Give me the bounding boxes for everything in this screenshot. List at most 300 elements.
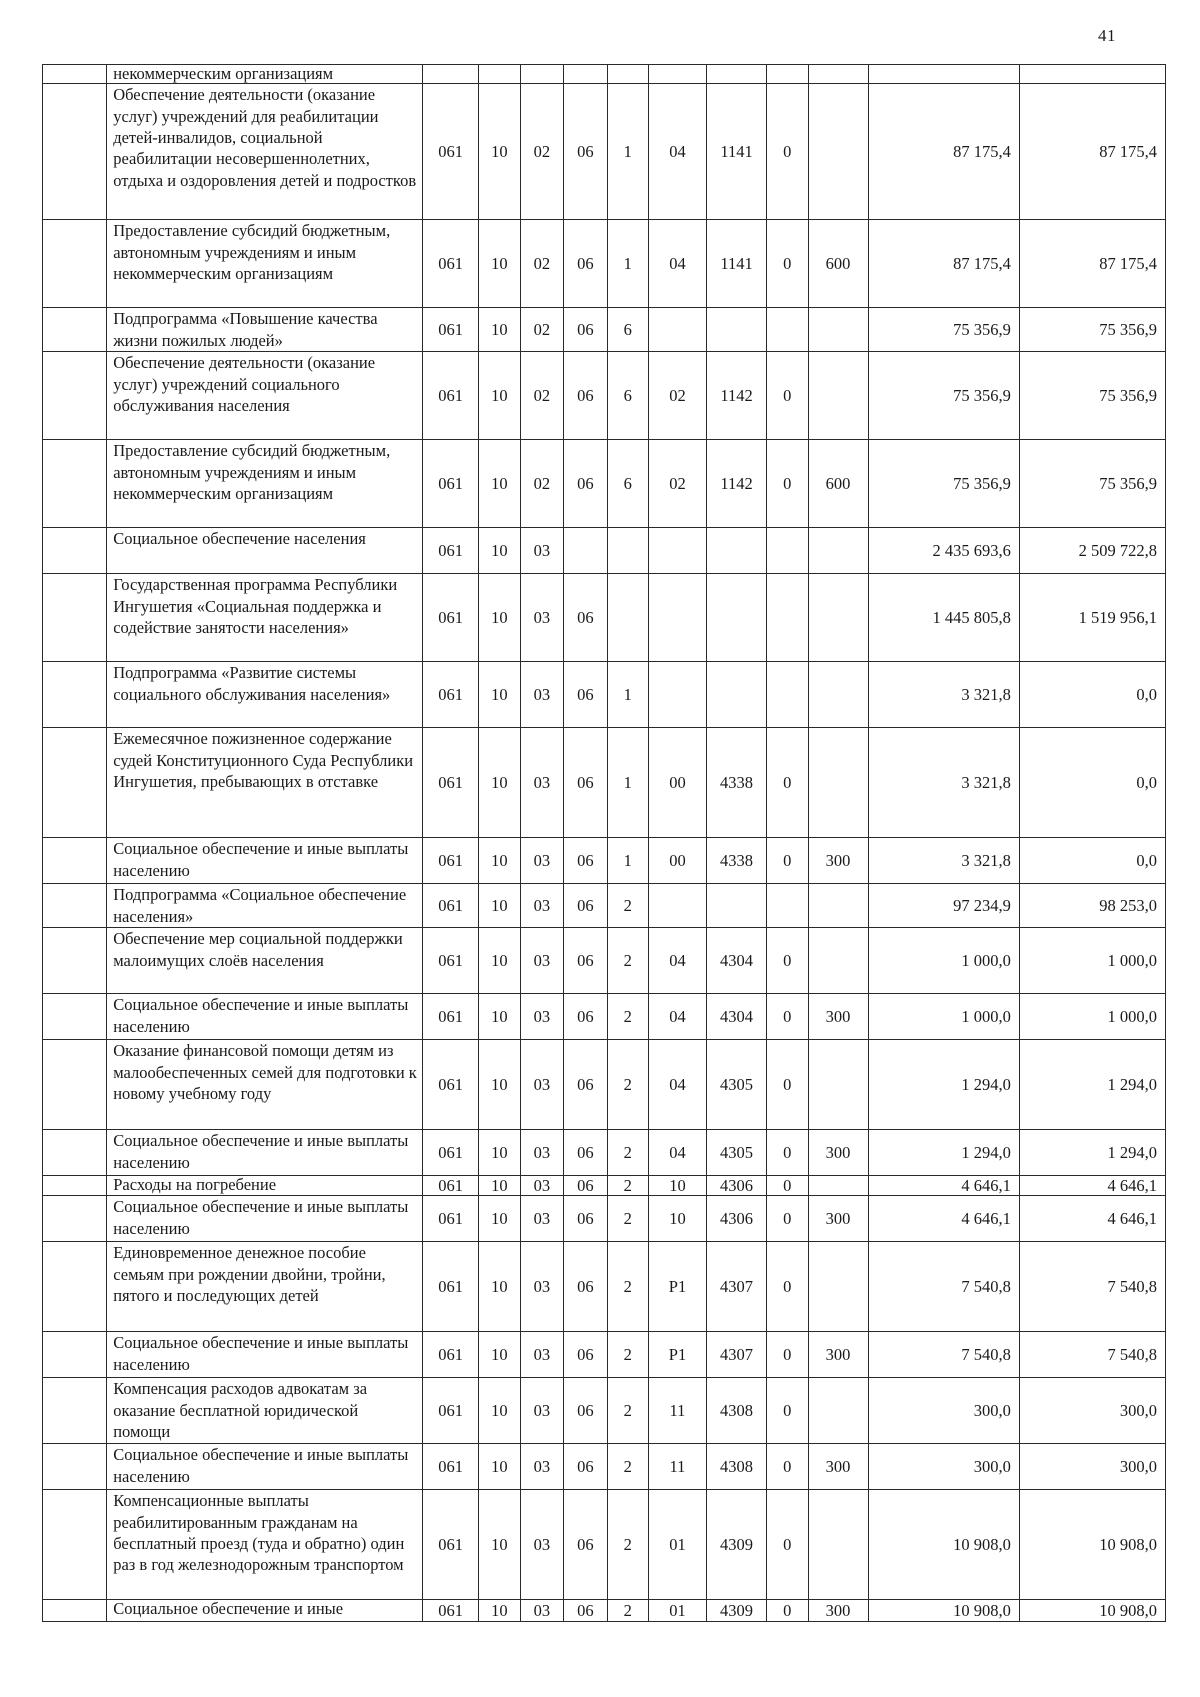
table-row bbox=[43, 352, 1166, 440]
code-cell-c2: 10 bbox=[479, 308, 520, 352]
code-cell-c1: 061 bbox=[423, 352, 479, 440]
code-cell-c4: 06 bbox=[564, 838, 608, 884]
code-cell-c9 bbox=[808, 884, 868, 928]
code-cell-c6: 02 bbox=[649, 440, 707, 528]
table-row bbox=[43, 884, 1166, 928]
item-name: Социальное обеспечение и иные выплаты населению bbox=[107, 1332, 423, 1378]
blank-cell bbox=[43, 220, 107, 308]
blank-cell bbox=[43, 440, 107, 528]
code-cell-c2: 10 bbox=[479, 884, 520, 928]
code-cell-c4: 06 bbox=[564, 1242, 608, 1332]
code-cell-c8: 0 bbox=[767, 928, 808, 994]
amount-year-2: 1 000,0 bbox=[1019, 928, 1165, 994]
amount-year-1: 75 356,9 bbox=[868, 308, 1019, 352]
code-cell-c7: 4305 bbox=[707, 1130, 767, 1176]
code-cell-c9: 300 bbox=[808, 1444, 868, 1490]
blank-cell bbox=[43, 928, 107, 994]
code-cell-c3: 03 bbox=[520, 1332, 564, 1378]
code-cell-c6 bbox=[649, 884, 707, 928]
blank-cell bbox=[43, 1196, 107, 1242]
code-cell-c3 bbox=[520, 65, 564, 84]
code-cell-c5: 6 bbox=[607, 440, 648, 528]
code-cell-c4: 06 bbox=[564, 574, 608, 662]
item-name: Компенсация расходов адвокатам за оказание бесплатной юридической помощи bbox=[107, 1378, 423, 1444]
code-cell-c7 bbox=[707, 65, 767, 84]
code-cell-c6: 04 bbox=[649, 220, 707, 308]
code-cell-c8 bbox=[767, 528, 808, 574]
table-row bbox=[43, 838, 1166, 884]
item-name: Предоставление субсидий бюджетным, автономным учреждениям и иным некоммерческим организациям bbox=[107, 440, 423, 528]
code-cell-c5: 2 bbox=[607, 1600, 648, 1622]
table-row bbox=[43, 308, 1166, 352]
code-cell-c2: 10 bbox=[479, 1600, 520, 1622]
code-cell-c3: 03 bbox=[520, 884, 564, 928]
code-cell-c6: Р1 bbox=[649, 1332, 707, 1378]
code-cell-c7 bbox=[707, 308, 767, 352]
blank-cell bbox=[43, 662, 107, 728]
table-body bbox=[43, 65, 1166, 1622]
code-cell-c6 bbox=[649, 662, 707, 728]
code-cell-c4 bbox=[564, 65, 608, 84]
amount-year-2: 7 540,8 bbox=[1019, 1332, 1165, 1378]
code-cell-c8: 0 bbox=[767, 1242, 808, 1332]
code-cell-c8: 0 bbox=[767, 1600, 808, 1622]
code-cell-c7: 4338 bbox=[707, 838, 767, 884]
code-cell-c3: 02 bbox=[520, 220, 564, 308]
blank-cell bbox=[43, 1040, 107, 1130]
code-cell-c2: 10 bbox=[479, 662, 520, 728]
code-cell-c8: 0 bbox=[767, 440, 808, 528]
code-cell-c7: 4306 bbox=[707, 1196, 767, 1242]
code-cell-c4: 06 bbox=[564, 1378, 608, 1444]
code-cell-c9: 300 bbox=[808, 1600, 868, 1622]
code-cell-c2: 10 bbox=[479, 1490, 520, 1600]
code-cell-c6 bbox=[649, 528, 707, 574]
code-cell-c7: 4305 bbox=[707, 1040, 767, 1130]
code-cell-c2: 10 bbox=[479, 352, 520, 440]
code-cell-c3: 03 bbox=[520, 528, 564, 574]
item-name: Предоставление субсидий бюджетным, автономным учреждениям и иным некоммерческим организациям bbox=[107, 220, 423, 308]
amount-year-2: 87 175,4 bbox=[1019, 220, 1165, 308]
table-row bbox=[43, 1332, 1166, 1378]
code-cell-c6: 01 bbox=[649, 1490, 707, 1600]
table-row bbox=[43, 220, 1166, 308]
code-cell-c3: 03 bbox=[520, 1196, 564, 1242]
code-cell-c6 bbox=[649, 308, 707, 352]
amount-year-2: 0,0 bbox=[1019, 662, 1165, 728]
code-cell-c2: 10 bbox=[479, 84, 520, 220]
code-cell-c6 bbox=[649, 65, 707, 84]
code-cell-c8 bbox=[767, 308, 808, 352]
item-name: Социальное обеспечение населения bbox=[107, 528, 423, 574]
amount-year-1: 7 540,8 bbox=[868, 1332, 1019, 1378]
code-cell-c9 bbox=[808, 928, 868, 994]
code-cell-c5: 2 bbox=[607, 1196, 648, 1242]
code-cell-c3: 02 bbox=[520, 308, 564, 352]
code-cell-c6: 04 bbox=[649, 84, 707, 220]
amount-year-1: 87 175,4 bbox=[868, 84, 1019, 220]
code-cell-c3: 03 bbox=[520, 574, 564, 662]
code-cell-c7: 1141 bbox=[707, 84, 767, 220]
amount-year-2: 4 646,1 bbox=[1019, 1196, 1165, 1242]
code-cell-c4: 06 bbox=[564, 1040, 608, 1130]
code-cell-c1: 061 bbox=[423, 1444, 479, 1490]
code-cell-c8 bbox=[767, 884, 808, 928]
blank-cell bbox=[43, 352, 107, 440]
code-cell-c7: 1141 bbox=[707, 220, 767, 308]
item-name: Оказание финансовой помощи детям из малообеспеченных семей для подготовки к новому учебному году bbox=[107, 1040, 423, 1130]
table-row bbox=[43, 1130, 1166, 1176]
code-cell-c2: 10 bbox=[479, 1130, 520, 1176]
item-name: некоммерческим организациям bbox=[107, 65, 423, 84]
amount-year-2: 7 540,8 bbox=[1019, 1242, 1165, 1332]
amount-year-1: 10 908,0 bbox=[868, 1490, 1019, 1600]
code-cell-c8 bbox=[767, 65, 808, 84]
code-cell-c3: 03 bbox=[520, 928, 564, 994]
code-cell-c3: 03 bbox=[520, 994, 564, 1040]
code-cell-c9: 300 bbox=[808, 838, 868, 884]
code-cell-c6: 00 bbox=[649, 728, 707, 838]
amount-year-2: 1 294,0 bbox=[1019, 1130, 1165, 1176]
amount-year-2: 1 519 956,1 bbox=[1019, 574, 1165, 662]
code-cell-c3: 03 bbox=[520, 1600, 564, 1622]
code-cell-c5 bbox=[607, 574, 648, 662]
code-cell-c2: 10 bbox=[479, 994, 520, 1040]
code-cell-c6: 10 bbox=[649, 1196, 707, 1242]
code-cell-c4: 06 bbox=[564, 1130, 608, 1176]
code-cell-c4: 06 bbox=[564, 994, 608, 1040]
amount-year-2: 4 646,1 bbox=[1019, 1176, 1165, 1196]
code-cell-c2: 10 bbox=[479, 838, 520, 884]
code-cell-c9 bbox=[808, 574, 868, 662]
amount-year-2: 1 000,0 bbox=[1019, 994, 1165, 1040]
item-name: Обеспечение мер социальной поддержки малоимущих слоёв населения bbox=[107, 928, 423, 994]
code-cell-c4: 06 bbox=[564, 220, 608, 308]
page-number: 41 bbox=[1098, 26, 1116, 45]
blank-cell bbox=[43, 1176, 107, 1196]
code-cell-c7: 4306 bbox=[707, 1176, 767, 1196]
code-cell-c5: 1 bbox=[607, 728, 648, 838]
amount-year-1: 3 321,8 bbox=[868, 662, 1019, 728]
amount-year-1: 4 646,1 bbox=[868, 1176, 1019, 1196]
amount-year-1 bbox=[868, 65, 1019, 84]
code-cell-c6: 02 bbox=[649, 352, 707, 440]
code-cell-c5: 2 bbox=[607, 1444, 648, 1490]
table-row bbox=[43, 528, 1166, 574]
code-cell-c9 bbox=[808, 1176, 868, 1196]
item-name: Социальное обеспечение и иные выплаты населению bbox=[107, 838, 423, 884]
code-cell-c4: 06 bbox=[564, 84, 608, 220]
code-cell-c1: 061 bbox=[423, 440, 479, 528]
code-cell-c1: 061 bbox=[423, 308, 479, 352]
code-cell-c6: 11 bbox=[649, 1378, 707, 1444]
code-cell-c7 bbox=[707, 884, 767, 928]
amount-year-2: 87 175,4 bbox=[1019, 84, 1165, 220]
code-cell-c5: 2 bbox=[607, 1378, 648, 1444]
blank-cell bbox=[43, 84, 107, 220]
table-row bbox=[43, 994, 1166, 1040]
amount-year-1: 75 356,9 bbox=[868, 440, 1019, 528]
amount-year-2 bbox=[1019, 65, 1165, 84]
amount-year-2: 300,0 bbox=[1019, 1378, 1165, 1444]
code-cell-c2: 10 bbox=[479, 1196, 520, 1242]
item-name: Ежемесячное пожизненное содержание судей Конституционного Суда Республики Ингушетия, пребывающих в отставке bbox=[107, 728, 423, 838]
code-cell-c9: 300 bbox=[808, 1130, 868, 1176]
code-cell-c1: 061 bbox=[423, 728, 479, 838]
amount-year-1: 1 294,0 bbox=[868, 1130, 1019, 1176]
code-cell-c2: 10 bbox=[479, 728, 520, 838]
amount-year-1: 1 294,0 bbox=[868, 1040, 1019, 1130]
code-cell-c3: 02 bbox=[520, 84, 564, 220]
amount-year-1: 3 321,8 bbox=[868, 728, 1019, 838]
code-cell-c8: 0 bbox=[767, 1196, 808, 1242]
code-cell-c2: 10 bbox=[479, 1332, 520, 1378]
code-cell-c5 bbox=[607, 528, 648, 574]
code-cell-c4 bbox=[564, 528, 608, 574]
item-name: Социальное обеспечение и иные выплаты населению bbox=[107, 1130, 423, 1176]
code-cell-c9 bbox=[808, 728, 868, 838]
table-row bbox=[43, 662, 1166, 728]
code-cell-c6: 11 bbox=[649, 1444, 707, 1490]
amount-year-2: 2 509 722,8 bbox=[1019, 528, 1165, 574]
code-cell-c3: 03 bbox=[520, 1378, 564, 1444]
amount-year-1: 4 646,1 bbox=[868, 1196, 1019, 1242]
code-cell-c3: 02 bbox=[520, 440, 564, 528]
code-cell-c3: 03 bbox=[520, 1242, 564, 1332]
amount-year-1: 1 445 805,8 bbox=[868, 574, 1019, 662]
blank-cell bbox=[43, 1600, 107, 1622]
code-cell-c6: 04 bbox=[649, 1130, 707, 1176]
code-cell-c1: 061 bbox=[423, 1176, 479, 1196]
amount-year-1: 75 356,9 bbox=[868, 352, 1019, 440]
code-cell-c4: 06 bbox=[564, 1332, 608, 1378]
blank-cell bbox=[43, 528, 107, 574]
code-cell-c7: 4338 bbox=[707, 728, 767, 838]
code-cell-c5: 2 bbox=[607, 1332, 648, 1378]
code-cell-c1: 061 bbox=[423, 1242, 479, 1332]
amount-year-1: 1 000,0 bbox=[868, 928, 1019, 994]
code-cell-c3: 03 bbox=[520, 1130, 564, 1176]
code-cell-c4: 06 bbox=[564, 440, 608, 528]
code-cell-c6: 04 bbox=[649, 928, 707, 994]
code-cell-c8: 0 bbox=[767, 1444, 808, 1490]
code-cell-c1: 061 bbox=[423, 838, 479, 884]
code-cell-c9 bbox=[808, 65, 868, 84]
code-cell-c7 bbox=[707, 662, 767, 728]
code-cell-c1: 061 bbox=[423, 1040, 479, 1130]
code-cell-c7: 4308 bbox=[707, 1378, 767, 1444]
code-cell-c7 bbox=[707, 528, 767, 574]
code-cell-c1 bbox=[423, 65, 479, 84]
code-cell-c6 bbox=[649, 574, 707, 662]
table-row bbox=[43, 440, 1166, 528]
code-cell-c9: 600 bbox=[808, 440, 868, 528]
blank-cell bbox=[43, 65, 107, 84]
code-cell-c3: 03 bbox=[520, 838, 564, 884]
amount-year-1: 10 908,0 bbox=[868, 1600, 1019, 1622]
code-cell-c1: 061 bbox=[423, 994, 479, 1040]
code-cell-c3: 03 bbox=[520, 1444, 564, 1490]
code-cell-c5: 1 bbox=[607, 220, 648, 308]
code-cell-c4: 06 bbox=[564, 1196, 608, 1242]
code-cell-c9 bbox=[808, 1378, 868, 1444]
blank-cell bbox=[43, 1490, 107, 1600]
code-cell-c1: 061 bbox=[423, 1332, 479, 1378]
blank-cell bbox=[43, 994, 107, 1040]
code-cell-c8: 0 bbox=[767, 84, 808, 220]
code-cell-c8: 0 bbox=[767, 220, 808, 308]
code-cell-c4: 06 bbox=[564, 1490, 608, 1600]
amount-year-1: 87 175,4 bbox=[868, 220, 1019, 308]
code-cell-c5: 2 bbox=[607, 1242, 648, 1332]
code-cell-c1: 061 bbox=[423, 220, 479, 308]
code-cell-c8: 0 bbox=[767, 1040, 808, 1130]
table-row bbox=[43, 574, 1166, 662]
table-row bbox=[43, 928, 1166, 994]
code-cell-c7: 1142 bbox=[707, 440, 767, 528]
code-cell-c9 bbox=[808, 528, 868, 574]
code-cell-c5: 2 bbox=[607, 1490, 648, 1600]
code-cell-c1: 061 bbox=[423, 928, 479, 994]
code-cell-c9 bbox=[808, 308, 868, 352]
code-cell-c8: 0 bbox=[767, 1332, 808, 1378]
amount-year-2: 75 356,9 bbox=[1019, 440, 1165, 528]
code-cell-c9 bbox=[808, 1490, 868, 1600]
code-cell-c8: 0 bbox=[767, 1378, 808, 1444]
code-cell-c1: 061 bbox=[423, 1490, 479, 1600]
code-cell-c8: 0 bbox=[767, 1176, 808, 1196]
code-cell-c9 bbox=[808, 352, 868, 440]
item-name: Социальное обеспечение и иные выплаты населению bbox=[107, 1444, 423, 1490]
table-row bbox=[43, 1600, 1166, 1622]
code-cell-c6: 04 bbox=[649, 994, 707, 1040]
code-cell-c9 bbox=[808, 662, 868, 728]
code-cell-c4: 06 bbox=[564, 352, 608, 440]
table-row bbox=[43, 1196, 1166, 1242]
blank-cell bbox=[43, 728, 107, 838]
code-cell-c2: 10 bbox=[479, 220, 520, 308]
code-cell-c1: 061 bbox=[423, 528, 479, 574]
amount-year-2: 75 356,9 bbox=[1019, 352, 1165, 440]
code-cell-c1: 061 bbox=[423, 1378, 479, 1444]
blank-cell bbox=[43, 1332, 107, 1378]
code-cell-c5: 1 bbox=[607, 84, 648, 220]
item-name: Подпрограмма «Социальное обеспечение населения» bbox=[107, 884, 423, 928]
table-row bbox=[43, 1040, 1166, 1130]
code-cell-c2: 10 bbox=[479, 1242, 520, 1332]
code-cell-c8 bbox=[767, 574, 808, 662]
blank-cell bbox=[43, 1378, 107, 1444]
code-cell-c3: 03 bbox=[520, 1040, 564, 1130]
code-cell-c9 bbox=[808, 1242, 868, 1332]
blank-cell bbox=[43, 308, 107, 352]
blank-cell bbox=[43, 574, 107, 662]
code-cell-c4: 06 bbox=[564, 1176, 608, 1196]
table-row bbox=[43, 1490, 1166, 1600]
code-cell-c1: 061 bbox=[423, 662, 479, 728]
code-cell-c6: 01 bbox=[649, 1600, 707, 1622]
code-cell-c9: 300 bbox=[808, 994, 868, 1040]
amount-year-1: 97 234,9 bbox=[868, 884, 1019, 928]
code-cell-c7: 4309 bbox=[707, 1600, 767, 1622]
code-cell-c4: 06 bbox=[564, 308, 608, 352]
code-cell-c7: 4309 bbox=[707, 1490, 767, 1600]
code-cell-c5: 1 bbox=[607, 662, 648, 728]
amount-year-2: 1 294,0 bbox=[1019, 1040, 1165, 1130]
code-cell-c5: 2 bbox=[607, 1176, 648, 1196]
code-cell-c7: 4307 bbox=[707, 1332, 767, 1378]
amount-year-2: 300,0 bbox=[1019, 1444, 1165, 1490]
item-name: Социальное обеспечение и иные выплаты населению bbox=[107, 1196, 423, 1242]
table-row bbox=[43, 1242, 1166, 1332]
item-name: Обеспечение деятельности (оказание услуг) учреждений для реабилитации детей-инвалидов, социальной реабилитации несовершеннолетних, отдыха и оздоровления детей и подростков bbox=[107, 84, 423, 220]
code-cell-c8: 0 bbox=[767, 1130, 808, 1176]
code-cell-c1: 061 bbox=[423, 84, 479, 220]
code-cell-c5: 2 bbox=[607, 928, 648, 994]
code-cell-c4: 06 bbox=[564, 928, 608, 994]
code-cell-c2: 10 bbox=[479, 1040, 520, 1130]
code-cell-c5 bbox=[607, 65, 648, 84]
blank-cell bbox=[43, 1242, 107, 1332]
amount-year-1: 2 435 693,6 bbox=[868, 528, 1019, 574]
code-cell-c6: 04 bbox=[649, 1040, 707, 1130]
code-cell-c8: 0 bbox=[767, 1490, 808, 1600]
code-cell-c7 bbox=[707, 574, 767, 662]
code-cell-c4: 06 bbox=[564, 1444, 608, 1490]
amount-year-1: 300,0 bbox=[868, 1378, 1019, 1444]
code-cell-c7: 4304 bbox=[707, 994, 767, 1040]
code-cell-c3: 02 bbox=[520, 352, 564, 440]
blank-cell bbox=[43, 1130, 107, 1176]
code-cell-c1: 061 bbox=[423, 884, 479, 928]
code-cell-c9 bbox=[808, 84, 868, 220]
code-cell-c5: 6 bbox=[607, 352, 648, 440]
item-name: Обеспечение деятельности (оказание услуг) учреждений социального обслуживания населения bbox=[107, 352, 423, 440]
code-cell-c1: 061 bbox=[423, 1130, 479, 1176]
table-row bbox=[43, 728, 1166, 838]
item-name: Подпрограмма «Развитие системы социального обслуживания населения» bbox=[107, 662, 423, 728]
code-cell-c5: 6 bbox=[607, 308, 648, 352]
amount-year-2: 10 908,0 bbox=[1019, 1490, 1165, 1600]
table-row bbox=[43, 65, 1166, 84]
blank-cell bbox=[43, 1444, 107, 1490]
code-cell-c8: 0 bbox=[767, 994, 808, 1040]
item-name: Единовременное денежное пособие семьям при рождении двойни, тройни, пятого и последующих детей bbox=[107, 1242, 423, 1332]
table-row bbox=[43, 1444, 1166, 1490]
code-cell-c1: 061 bbox=[423, 1196, 479, 1242]
item-name: Компенсационные выплаты реабилитированным гражданам на бесплатный проезд (туда и обратно) один раз в год железнодорожным транспортом bbox=[107, 1490, 423, 1600]
amount-year-2: 0,0 bbox=[1019, 838, 1165, 884]
code-cell-c7: 4308 bbox=[707, 1444, 767, 1490]
table-row bbox=[43, 1176, 1166, 1196]
item-name: Подпрограмма «Повышение качества жизни пожилых людей» bbox=[107, 308, 423, 352]
budget-table bbox=[42, 64, 1166, 1622]
amount-year-2: 98 253,0 bbox=[1019, 884, 1165, 928]
code-cell-c7: 4304 bbox=[707, 928, 767, 994]
code-cell-c3: 03 bbox=[520, 728, 564, 838]
amount-year-1: 300,0 bbox=[868, 1444, 1019, 1490]
code-cell-c2: 10 bbox=[479, 1378, 520, 1444]
code-cell-c2: 10 bbox=[479, 574, 520, 662]
code-cell-c8: 0 bbox=[767, 838, 808, 884]
item-name: Социальное обеспечение и иные выплаты населению bbox=[107, 994, 423, 1040]
code-cell-c2: 10 bbox=[479, 928, 520, 994]
code-cell-c1: 061 bbox=[423, 574, 479, 662]
code-cell-c7: 1142 bbox=[707, 352, 767, 440]
code-cell-c5: 2 bbox=[607, 884, 648, 928]
code-cell-c2: 10 bbox=[479, 440, 520, 528]
code-cell-c6: Р1 bbox=[649, 1242, 707, 1332]
